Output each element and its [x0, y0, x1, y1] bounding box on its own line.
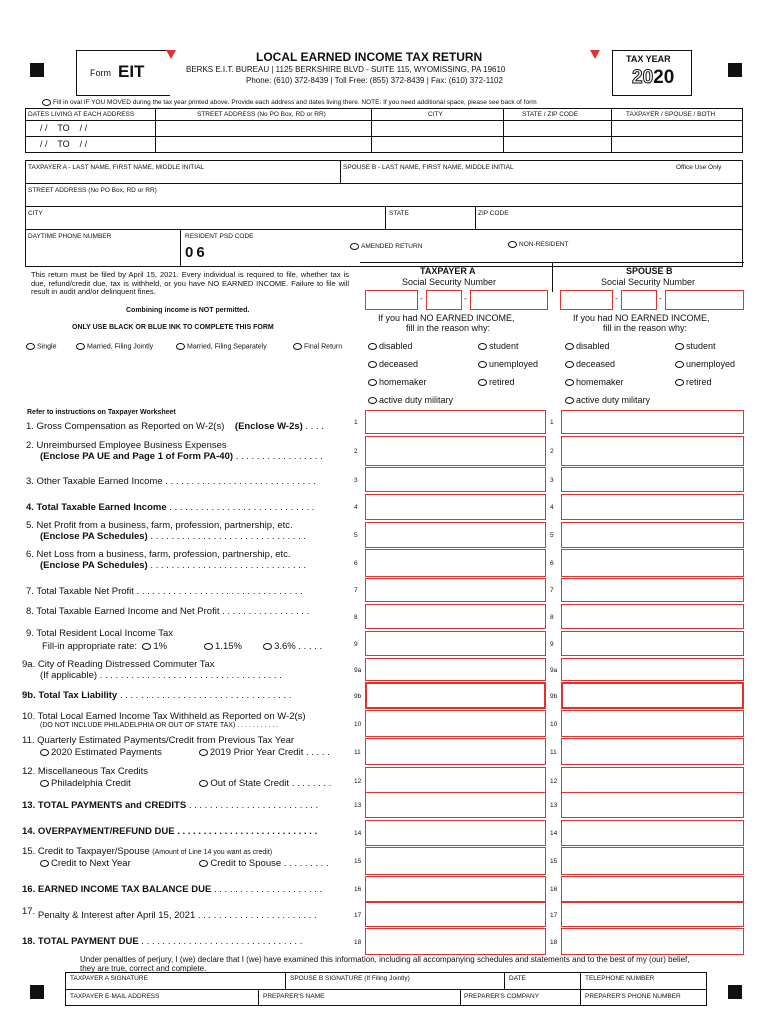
line-9ab: (If applicable) . . . . . . . . . . . . . . . . . . . . . . . . . . . . . . . . . . .: [40, 670, 282, 681]
line-17: 17. Penalty & Interest after April 15, 2021 . . . . . . . . . . . . . . . . . . . . . . .: [22, 906, 317, 921]
rate-115: 1.15%: [215, 641, 242, 652]
street-address-label: STREET ADDRESS (No PO Box, RD or RR): [28, 187, 157, 194]
tp-reason-deceased[interactable]: [368, 359, 418, 369]
spouse-line-number: 4: [550, 504, 554, 511]
nonresident-label: [508, 241, 568, 248]
tp-disabled-oval[interactable]: [368, 343, 377, 350]
tp-deceased-oval[interactable]: [368, 361, 377, 368]
spouse-line-number: 15: [550, 858, 558, 865]
sp-military-oval[interactable]: [565, 397, 574, 404]
telephone-label: TELEPHONE NUMBER: [585, 975, 655, 982]
line-11b: 2020 Estimated Payments 2019 Prior Year Credit . . . . .: [40, 747, 330, 758]
line-13: 13. TOTAL PAYMENTS and CREDITS . . . . . . . . . . . . . . . . . . . . . . . . .: [22, 800, 319, 811]
tp-retired-text: retired: [489, 377, 515, 387]
taxpayer-a-name-label: TAXPAYER A - LAST NAME, FIRST NAME, MIDDLE INITIAL: [28, 164, 205, 171]
taxpayer-line-number: 8: [354, 613, 358, 621]
moved-col-dates: DATES LIVING AT EACH ADDRESS: [28, 111, 135, 118]
status-separate-text: Married, Filing Separately: [187, 343, 267, 351]
line-10b: (DO NOT INCLUDE PHILADELPHIA OR OUT OF STATE TAX) . . . . . . . . . . .: [40, 722, 279, 729]
moved-col-state: STATE / ZIP CODE: [522, 111, 578, 118]
taxpayer-line-number: 9a: [354, 666, 362, 674]
taxpayer-amount-box-7[interactable]: [365, 578, 546, 602]
spouse-amount-box-4[interactable]: [561, 494, 744, 520]
city-label: CITY: [28, 210, 43, 217]
taxpayer-signature-label: TAXPAYER A SIGNATURE: [70, 975, 148, 982]
spouse-line-number: 10: [550, 720, 558, 728]
spouse-line-number: 5: [550, 532, 554, 539]
line-2b: (Enclose PA UE and Page 1 of Form PA-40) . . . . . . . . . . . . . . . . .: [40, 451, 323, 462]
registration-mark-bottom-left: [30, 985, 44, 999]
phone-label: DAYTIME PHONE NUMBER: [28, 233, 112, 240]
spouse-ssn-part1[interactable]: [560, 290, 613, 310]
status-single-oval[interactable]: [26, 343, 35, 350]
taxpayer-reason: fill in the reason why:: [406, 323, 491, 333]
form-title: LOCAL EARNED INCOME TAX RETURN: [256, 50, 483, 64]
credit-spouse-text: Credit to Spouse: [210, 858, 282, 869]
state-label: STATE: [389, 210, 409, 217]
form-code: EIT: [118, 62, 145, 81]
bureau-address: BERKS E.I.T. BUREAU | 1125 BERKSHIRE BLVD - SUITE 115, WYOMISSING, PA 19610: [186, 65, 506, 74]
line-15b: Credit to Next Year Credit to Spouse . . . . . . . . .: [40, 858, 329, 869]
line-9b-total: 9b. Total Tax Liability . . . . . . . . . . . . . . . . . . . . . . . . . . . . . . . . .: [22, 690, 292, 701]
taxpayer-amount-box-11[interactable]: [365, 738, 546, 765]
spouse-amount-box-10[interactable]: [561, 710, 744, 737]
sp-reason-disabled[interactable]: [565, 341, 610, 351]
taxpayer-line-number: 14: [354, 830, 362, 837]
line-5b-text: (Enclose PA Schedules): [40, 531, 148, 542]
ssn-dash-4: -: [659, 294, 662, 303]
sp-homemaker-oval[interactable]: [565, 379, 574, 386]
spouse-amount-box-9a[interactable]: [561, 658, 744, 681]
taxpayer-amount-box-10[interactable]: [365, 710, 546, 737]
taxpayer-line-number: 9: [354, 640, 358, 648]
preparer-company-label: PREPARER'S COMPANY: [464, 993, 540, 1000]
red-marker-left: [166, 50, 176, 59]
est-payments-oval[interactable]: [40, 749, 49, 756]
spouse-amount-box-16[interactable]: [561, 876, 744, 902]
line-9b: Fill-in appropriate rate: 1% 1.15% 3.6% . . . . .: [42, 641, 323, 652]
bureau-phone: Phone: (610) 372-8439 | Toll Free: (855) 372-8439 | Fax: (610) 372-1102: [246, 76, 503, 85]
amended-label: [350, 243, 422, 250]
taxpayer-line-number: 11: [354, 748, 361, 756]
taxpayer-amount-box-3[interactable]: [365, 467, 546, 492]
nonresident-oval[interactable]: [508, 241, 517, 248]
line-5b: (Enclose PA Schedules) . . . . . . . . . . . . . . . . . . . . . . . . . . . . . .: [40, 531, 307, 542]
taxpayer-amount-box-18[interactable]: [365, 928, 546, 955]
ssn-dash-2: -: [464, 294, 467, 303]
sp-reason-retired[interactable]: [675, 377, 712, 387]
rate-1: 1%: [153, 641, 168, 652]
moved-row2-dates[interactable]: / / TO / /: [40, 139, 88, 149]
sp-student-oval[interactable]: [675, 343, 684, 350]
spouse-line-number: 8: [550, 613, 554, 621]
line-9ab-text: (If applicable): [40, 670, 98, 681]
status-final-text: Final Return: [304, 343, 343, 351]
status-separate-oval[interactable]: [176, 343, 185, 350]
amended-text: AMENDED RETURN: [361, 243, 423, 251]
taxpayer-line-number: 2: [354, 448, 358, 455]
rate-1-oval[interactable]: [142, 643, 151, 650]
spouse-line-number: 16: [550, 886, 558, 893]
taxpayer-line-number: 6: [354, 560, 358, 567]
moved-note-text: Fill in oval IF YOU MOVED during the tax year printed above. Provide each address and dates living there. NOTE: If you need additional space, please see back of form: [53, 99, 537, 107]
tax-year-prefix: 20: [632, 67, 654, 88]
tp-unemployed-oval[interactable]: [478, 361, 487, 368]
sp-reason-deceased[interactable]: [565, 359, 615, 369]
ssn-dash-1: -: [420, 294, 423, 303]
spouse-amount-box-5[interactable]: [561, 522, 744, 548]
preparer-phone-label: PREPARER'S PHONE NUMBER: [585, 993, 681, 1000]
taxpayer-line-number: 18: [354, 938, 362, 946]
perjury-statement: Under penalties of perjury, I (we) declare that I (we) have examined this information, including all accompanying schedules and statements and to the best of my (our) belief, they are true, correct and complete.: [80, 955, 690, 972]
taxpayer-ssn-part2[interactable]: [426, 290, 462, 310]
zip-label: ZIP CODE: [478, 210, 509, 217]
spouse-line-number: 9b: [550, 692, 558, 700]
tp-reason-military[interactable]: [368, 395, 453, 405]
spouse-amount-box-11[interactable]: [561, 738, 744, 765]
line-9b-total-text: 9b. Total Tax Liability: [22, 690, 118, 701]
spouse-no-income: If you had NO EARNED INCOME,: [573, 313, 710, 323]
line-1-enclose: (Enclose W-2s): [234, 421, 303, 432]
line-3: 3. Other Taxable Earned Income . . . . . . . . . . . . . . . . . . . . . . . . . . . . .: [26, 476, 316, 487]
oos-credit-text: Out of State Credit: [210, 778, 290, 789]
sp-deceased-text: deceased: [576, 359, 616, 369]
spouse-b-title: SPOUSE B: [626, 266, 673, 276]
line-9aa: 9a. City of Reading Distressed Commuter Tax: [22, 659, 215, 670]
spouse-line-number: 1: [550, 419, 554, 426]
spouse-line-number: 3: [550, 476, 554, 484]
line-4: 4. Total Taxable Earned Income . . . . . . . . . . . . . . . . . . . . . . . . . . . .: [26, 502, 315, 513]
spouse-amount-box-6[interactable]: [561, 549, 744, 577]
taxpayer-amount-box-9b[interactable]: [365, 682, 546, 709]
sp-reason-homemaker[interactable]: [565, 377, 624, 387]
spouse-amount-box-7[interactable]: [561, 578, 744, 602]
taxpayer-a-title: TAXPAYER A: [420, 266, 476, 276]
taxpayer-info-grid: [25, 160, 743, 267]
line-15a: [22, 846, 272, 857]
spouse-reason: fill in the reason why:: [603, 323, 688, 333]
taxpayer-amount-box-6[interactable]: [365, 549, 546, 577]
spouse-amount-box-17[interactable]: [561, 902, 744, 927]
tp-homemaker-text: homemaker: [379, 377, 427, 387]
taxpayer-ssn-part1[interactable]: [365, 290, 418, 310]
form-label: Form: [90, 68, 111, 78]
taxpayer-no-income: If you had NO EARNED INCOME,: [378, 313, 515, 323]
status-separate[interactable]: [176, 343, 267, 350]
line-4-text: 4. Total Taxable Earned Income: [26, 502, 167, 513]
taxpayer-line-number: 12: [354, 777, 362, 785]
spouse-line-number: 9: [550, 640, 554, 648]
tp-deceased-text: deceased: [379, 359, 419, 369]
spouse-amount-box-18[interactable]: [561, 928, 744, 955]
taxpayer-line-number: 17: [354, 911, 362, 919]
spouse-line-number: 13: [550, 802, 558, 809]
taxpayer-amount-box-9[interactable]: [365, 631, 546, 656]
tp-reason-retired[interactable]: [478, 377, 515, 387]
taxpayer-amount-box-9a[interactable]: [365, 658, 546, 681]
line-6b-text: (Enclose PA Schedules): [40, 560, 148, 571]
oos-credit-oval[interactable]: [199, 780, 208, 787]
spouse-ssn-part2[interactable]: [621, 290, 657, 310]
sp-retired-text: retired: [686, 377, 712, 387]
est-payments-text: 2020 Estimated Payments: [51, 747, 162, 758]
taxpayer-line-number: 9b: [354, 692, 362, 700]
spouse-amount-box-13[interactable]: [561, 792, 744, 818]
taxpayer-line-number: 13: [354, 802, 362, 809]
line-12a: 12. Miscellaneous Tax Credits: [22, 766, 149, 777]
spouse-amount-box-14[interactable]: [561, 820, 744, 846]
tp-unemployed-text: unemployed: [489, 359, 539, 369]
spouse-amount-box-8[interactable]: [561, 604, 744, 629]
line-9b-text: Fill-in appropriate rate:: [42, 641, 138, 652]
line-5a: 5. Net Profit from a business, farm, profession, partnership, etc.: [26, 520, 293, 531]
taxpayer-amount-box-12[interactable]: [365, 767, 546, 794]
status-final-oval[interactable]: [293, 343, 302, 350]
taxpayer-line-number: 15: [354, 858, 362, 865]
prior-credit-oval[interactable]: [199, 749, 208, 756]
line-1-text: 1. Gross Compensation as Reported on W-2(s): [26, 421, 225, 432]
moved-col-street: STREET ADDRESS (No PO Box, RD or RR): [197, 111, 326, 118]
moved-note: [42, 99, 537, 106]
sp-disabled-oval[interactable]: [565, 343, 574, 350]
philly-credit-oval[interactable]: [40, 780, 49, 787]
taxpayer-amount-box-4[interactable]: [365, 494, 546, 520]
tax-year-label: TAX YEAR: [626, 54, 671, 64]
combining-notice: Combining income is NOT permitted.: [126, 307, 250, 314]
line-7: 7. Total Taxable Net Profit . . . . . . . . . . . . . . . . . . . . . . . . . . . . . . . .: [26, 586, 303, 597]
spouse-amount-box-12[interactable]: [561, 767, 744, 794]
line-6b: (Enclose PA Schedules) . . . . . . . . . . . . . . . . . . . . . . . . . . . . . .: [40, 560, 307, 571]
spouse-amount-box-2[interactable]: [561, 436, 744, 466]
line-13-text: 13. TOTAL PAYMENTS and CREDITS: [22, 800, 187, 811]
spouse-amount-box-9[interactable]: [561, 631, 744, 656]
sp-student-text: student: [686, 341, 716, 351]
tp-military-oval[interactable]: [368, 397, 377, 404]
tp-student-text: student: [489, 341, 519, 351]
moved-row1-dates[interactable]: / / TO / /: [40, 123, 88, 133]
spouse-line-number: 12: [550, 777, 558, 785]
rate-36-oval[interactable]: [263, 643, 272, 650]
red-marker-right: [590, 50, 600, 59]
line-3-text: 3. Other Taxable Earned Income: [26, 476, 163, 487]
line-6a: 6. Net Loss from a business, farm, profession, partnership, etc.: [26, 549, 291, 560]
taxpayer-ssn-part3[interactable]: [470, 290, 548, 310]
philly-credit-text: Philadelphia Credit: [51, 778, 131, 789]
spouse-line-number: 11: [550, 748, 557, 756]
spouse-signature-label: SPOUSE B SIGNATURE (If Filing Jointly): [290, 975, 410, 982]
spouse-amount-box-15[interactable]: [561, 847, 744, 875]
taxpayer-line-number: 4: [354, 504, 358, 511]
rate-36: 3.6%: [274, 641, 296, 652]
tp-reason-disabled[interactable]: [368, 341, 413, 351]
line-14: 14. OVERPAYMENT/REFUND DUE . . . . . . . . . . . . . . . . . . . . . . . . . . .: [22, 826, 318, 837]
spouse-ssn-part3[interactable]: [665, 290, 744, 310]
taxpayer-line-number: 5: [354, 532, 358, 539]
line-18: 18. TOTAL PAYMENT DUE . . . . . . . . . . . . . . . . . . . . . . . . . . . . . . .: [22, 936, 303, 947]
line-10a: 10. Total Local Earned Income Tax Withheld as Reported on W-2(s): [22, 711, 306, 722]
line-12b: Philadelphia Credit Out of State Credit . . . . . . . .: [40, 778, 331, 789]
spouse-amount-box-3[interactable]: [561, 467, 744, 492]
credit-next-year-oval[interactable]: [40, 860, 49, 867]
line-15-note: (Amount of Line 14 you want as credit): [152, 849, 273, 856]
sp-reason-student[interactable]: [675, 341, 716, 351]
tp-military-text: active duty military: [379, 395, 454, 405]
tp-student-oval[interactable]: [478, 343, 487, 350]
taxpayer-a-ssn-label: Social Security Number: [402, 277, 497, 287]
taxpayer-line-number: 7: [354, 587, 358, 594]
taxpayer-amount-box-5[interactable]: [365, 522, 546, 548]
taxpayer-amount-box-15[interactable]: [365, 847, 546, 875]
amended-oval[interactable]: [350, 243, 359, 250]
spouse-b-name-label: SPOUSE B - LAST NAME, FIRST NAME, MIDDLE INITIAL: [343, 164, 514, 171]
line-15a-text: 15. Credit to Taxpayer/Spouse: [22, 846, 150, 857]
line-18-text: 18. TOTAL PAYMENT DUE: [22, 936, 139, 947]
refer-worksheet: Refer to instructions on Taxpayer Worksheet: [27, 409, 176, 416]
sp-deceased-oval[interactable]: [565, 361, 574, 368]
tax-year-value: [632, 67, 674, 89]
line-8-text: 8. Total Taxable Earned Income and Net Profit: [26, 606, 220, 617]
status-joint-oval[interactable]: [76, 343, 85, 350]
tp-retired-oval[interactable]: [478, 379, 487, 386]
sp-reason-unemployed[interactable]: [675, 359, 735, 369]
taxpayer-line-number: 1: [354, 419, 358, 426]
line-14-text: 14. OVERPAYMENT/REFUND DUE: [22, 826, 175, 837]
spouse-amount-box-1[interactable]: [561, 410, 744, 434]
tax-year-suffix: 20: [653, 67, 675, 88]
status-single-text: Single: [37, 343, 57, 351]
line-10b-text: (DO NOT INCLUDE PHILADELPHIA OR OUT OF STATE TAX): [40, 722, 236, 729]
moved-col-who: TAXPAYER / SPOUSE / BOTH: [626, 111, 716, 118]
line-9a: 9. Total Resident Local Income Tax: [26, 628, 173, 639]
taxpayer-amount-box-14[interactable]: [365, 820, 546, 846]
tp-disabled-text: disabled: [379, 341, 413, 351]
line-7-text: 7. Total Taxable Net Profit: [26, 586, 134, 597]
taxpayer-amount-box-13[interactable]: [365, 792, 546, 818]
taxpayer-amount-box-17[interactable]: [365, 902, 546, 927]
sp-military-text: active duty military: [576, 395, 651, 405]
preparer-name-label: PREPARER'S NAME: [263, 993, 325, 1000]
registration-mark-top-left: [30, 63, 44, 77]
spouse-line-number: 7: [550, 587, 554, 594]
credit-spouse-oval[interactable]: [199, 860, 208, 867]
spouse-line-number: 17: [550, 911, 558, 919]
status-final[interactable]: [293, 343, 342, 350]
prior-credit-text: 2019 Prior Year Credit: [209, 747, 304, 758]
line-17-text: Penalty & Interest after April 15, 2021: [37, 910, 196, 921]
line-1: 1. Gross Compensation as Reported on W-2(s) (Enclose W-2s) . . . .: [26, 421, 324, 432]
line-16-text: 16. EARNED INCOME TAX BALANCE DUE: [22, 884, 212, 895]
taxpayer-line-number: 16: [354, 886, 362, 893]
spouse-line-number: 6: [550, 560, 554, 567]
taxpayer-amount-box-2[interactable]: [365, 436, 546, 466]
registration-mark-bottom-right: [728, 985, 742, 999]
spouse-line-number: 18: [550, 938, 558, 946]
taxpayer-line-number: 3: [354, 476, 358, 484]
status-joint-text: Married, Filing Jointly: [87, 343, 154, 351]
status-single[interactable]: [26, 343, 56, 350]
spouse-line-number: 9a: [550, 666, 558, 674]
line-2a: 2. Unreimbursed Employee Business Expenses: [26, 440, 227, 451]
status-joint[interactable]: [76, 343, 153, 350]
tp-homemaker-oval[interactable]: [368, 379, 377, 386]
tp-reason-unemployed[interactable]: [478, 359, 538, 369]
sp-retired-oval[interactable]: [675, 379, 684, 386]
line-2b-text: (Enclose PA UE and Page 1 of Form PA-40): [40, 451, 234, 462]
nonresident-text: NON-RESIDENT: [519, 241, 569, 249]
spouse-amount-box-9b[interactable]: [561, 682, 744, 709]
spouse-line-number: 2: [550, 448, 554, 455]
tp-reason-homemaker[interactable]: [368, 377, 427, 387]
rate-115-oval[interactable]: [204, 643, 213, 650]
sp-homemaker-text: homemaker: [576, 377, 624, 387]
sp-reason-military[interactable]: [565, 395, 650, 405]
ssn-dash-3: -: [615, 294, 618, 303]
sp-unemployed-text: unemployed: [686, 359, 736, 369]
moved-oval[interactable]: [42, 99, 51, 106]
credit-next-year-text: Credit to Next Year: [51, 858, 131, 869]
taxpayer-amount-box-1[interactable]: [365, 410, 546, 434]
taxpayer-line-number: 10: [354, 720, 362, 728]
spouse-line-number: 14: [550, 830, 558, 837]
tp-reason-student[interactable]: [478, 341, 519, 351]
date-label: DATE: [509, 975, 526, 982]
spouse-b-ssn-label: Social Security Number: [601, 277, 696, 287]
office-use-label: Office Use Only: [676, 164, 722, 171]
moved-col-city: CITY: [428, 111, 443, 118]
registration-mark-top-right: [728, 63, 742, 77]
psd-value: 06: [185, 244, 208, 261]
filing-notice: This return must be filed by April 15, 2021. Every individual is required to file, whether tax is due, refund/credit due, tax is withheld, or you have NO EARNED INCOME. Failure to file will result in audit and/or delinquent fines.: [31, 270, 349, 296]
line-8: 8. Total Taxable Earned Income and Net Profit . . . . . . . . . . . . . . . . .: [26, 606, 310, 617]
email-label: TAXPAYER E-MAIL ADDRESS: [70, 993, 160, 1000]
psd-label: RESIDENT PSD CODE: [185, 233, 254, 240]
line-11a: 11. Quarterly Estimated Payments/Credit from Previous Tax Year: [22, 735, 295, 746]
sp-disabled-text: disabled: [576, 341, 610, 351]
ink-notice: ONLY USE BLACK OR BLUE INK TO COMPLETE THIS FORM: [72, 324, 274, 331]
taxpayer-amount-box-8[interactable]: [365, 604, 546, 629]
line-17-number: 17.: [22, 906, 36, 917]
line-16: 16. EARNED INCOME TAX BALANCE DUE . . . . . . . . . . . . . . . . . . . . .: [22, 884, 323, 895]
sp-unemployed-oval[interactable]: [675, 361, 684, 368]
taxpayer-amount-box-16[interactable]: [365, 876, 546, 902]
